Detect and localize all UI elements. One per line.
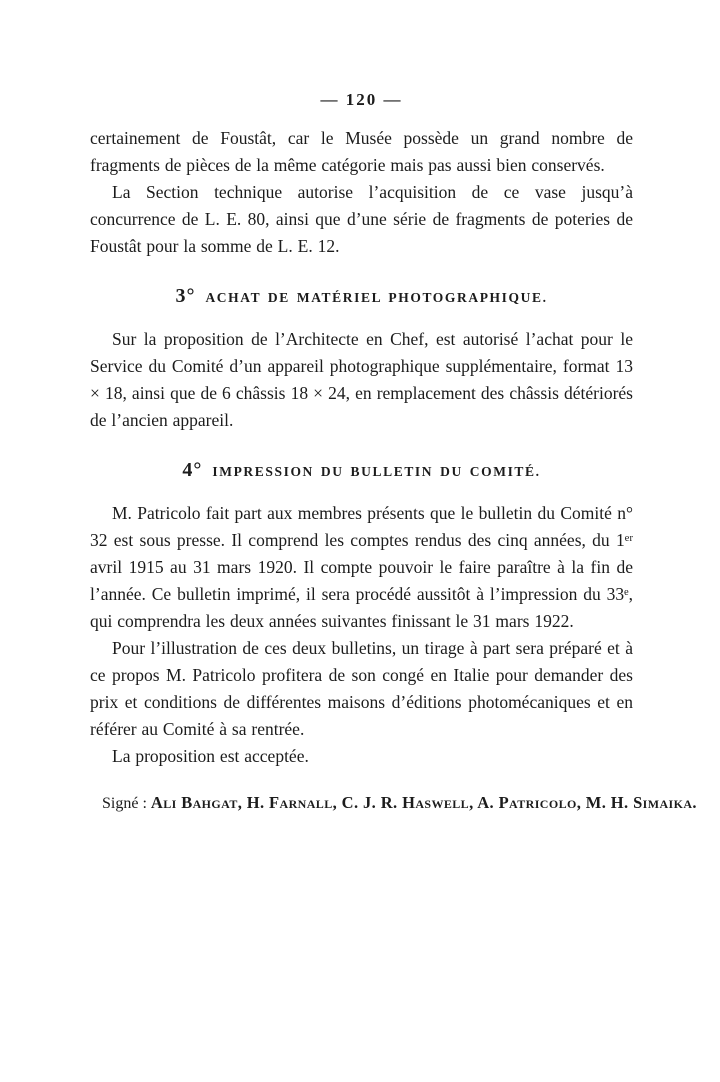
- section-number: 4°: [182, 459, 203, 481]
- section-number: 3°: [175, 285, 196, 307]
- signature-names: Ali Bahgat, H. Farnall, C. J. R. Haswell, A. Patricolo, M. H. Simaika.: [150, 793, 697, 812]
- page-number: — 120 —: [320, 90, 403, 109]
- paragraph-continuation: certainement de Foustât, car le Musée possède un grand nombre de fragments de pièces de la même catégorie mais pas aussi bien conservés.: [90, 128, 633, 175]
- section-title: ACHAT DE MATÉRIEL PHOTOGRAPHIQUE.: [205, 290, 548, 305]
- paragraph-illustration: Pour l’illustration de ces deux bulletins, un tirage à part sera préparé et à ce propos M. Patricolo profitera de son congé en Italie pour demander des prix et conditions de différentes maisons d’éditions photomécaniques et en référer au Comité à sa rentrée.: [90, 638, 633, 739]
- section-heading-4: [90, 457, 633, 485]
- paragraph-bulletin-presse: M. Patricolo fait part aux membres présents que le bulletin du Comité n° 32 est sous presse. Il comprend les comptes rendus des cinq années, du 1ᵉʳ avril 1915 au 31 mars 1920. Il compte pouvoir le faire paraître à la fin de l’année. Ce bulletin imprimé, il sera procédé aussitôt à l’impression du 33ᵉ, qui comprendra les deux années suivantes finissant le 31 mars 1922.: [90, 503, 633, 631]
- paragraph-achat-photographique: Sur la proposition de l’Architecte en Chef, est autorisé l’achat pour le Service du Comité d’un appareil photographique supplémentaire, format 13 × 18, ainsi que de 6 châssis 18 × 24, en remplacement des châssis détériorés de l’ancien appareil.: [90, 329, 633, 430]
- section-title: IMPRESSION DU BULLETIN DU COMITÉ.: [212, 464, 541, 479]
- paragraph-proposition-acceptee: La proposition est acceptée.: [112, 746, 309, 766]
- paragraph-section-technique: La Section technique autorise l’acquisition de ce vase jusqu’à concurrence de L. E. 80, ainsi que d’une série de fragments de poteries de Foustât pour la somme de L. E. 12.: [90, 182, 633, 256]
- signature-line: [90, 789, 697, 817]
- text-block: [90, 86, 697, 817]
- signature-prefix: Signé :: [102, 795, 151, 812]
- section-heading-3: [90, 283, 633, 311]
